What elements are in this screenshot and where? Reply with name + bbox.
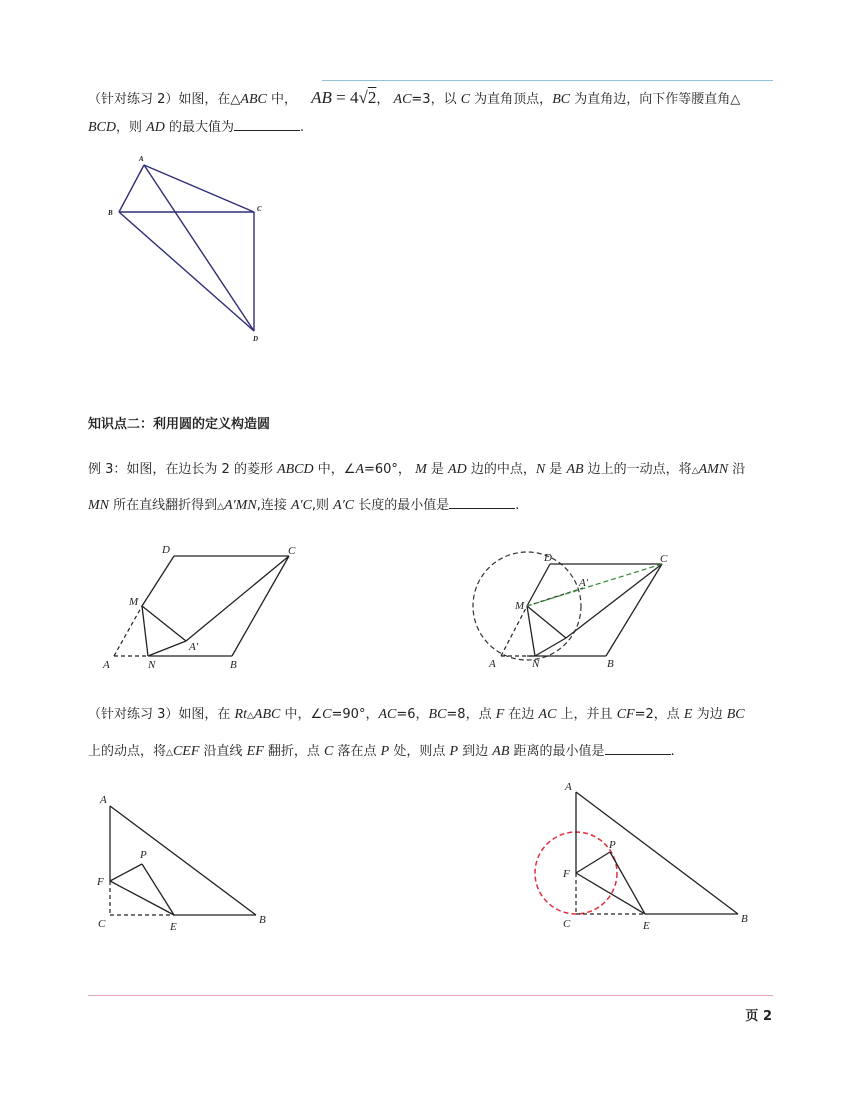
text: △ bbox=[166, 748, 173, 758]
text: 到边 bbox=[458, 744, 493, 759]
point-label-a: A bbox=[489, 658, 496, 670]
text: 是 bbox=[426, 462, 449, 477]
point-label-c: C bbox=[563, 918, 571, 930]
math: M bbox=[415, 462, 427, 477]
math: BCD bbox=[88, 120, 116, 135]
text: 上的动点，将 bbox=[88, 744, 167, 759]
text: =6， bbox=[396, 707, 429, 722]
point-label-a-prime: A′ bbox=[189, 641, 199, 653]
point-label-a: A bbox=[100, 794, 107, 806]
text: 距离的最小值是 bbox=[509, 744, 605, 759]
math: Rt bbox=[234, 707, 247, 722]
math: AB bbox=[311, 88, 332, 107]
math: BC bbox=[428, 707, 447, 722]
text: 的最大值为 bbox=[164, 120, 234, 135]
text: ,连接 bbox=[256, 498, 291, 513]
math: MN bbox=[88, 498, 109, 513]
math: 2 bbox=[367, 88, 377, 107]
text: △ bbox=[247, 711, 254, 721]
text: 处，则点 bbox=[389, 744, 450, 759]
formula-ab: AB = 4√2 bbox=[311, 88, 377, 107]
text: . bbox=[670, 744, 675, 759]
text: 落在点 bbox=[333, 744, 381, 759]
footer-rule bbox=[88, 995, 773, 996]
point-label-n: N bbox=[148, 659, 156, 671]
point-label-c: C bbox=[98, 918, 106, 930]
text: 在边 bbox=[504, 707, 539, 722]
point-label-a-prime: A′ bbox=[579, 577, 589, 589]
point-label-c: C bbox=[660, 553, 668, 565]
text: △ bbox=[217, 502, 225, 512]
math: A′MN bbox=[224, 498, 257, 513]
math: ABCD bbox=[277, 462, 314, 477]
math: CF bbox=[616, 707, 635, 722]
point-label-b: B bbox=[741, 913, 748, 925]
math: E bbox=[683, 707, 693, 722]
point-label-d: D bbox=[253, 335, 259, 343]
text: 中， bbox=[266, 92, 297, 107]
point-label-f: F bbox=[97, 876, 104, 888]
math: AB bbox=[566, 462, 584, 477]
text: =2，点 bbox=[634, 707, 684, 722]
point-label-e: E bbox=[170, 921, 177, 933]
text: =3，以 bbox=[411, 92, 461, 107]
text: 为直角边，向下作等腰直角△ bbox=[570, 92, 741, 107]
segment-fp bbox=[576, 852, 610, 873]
point-label-p: P bbox=[609, 839, 616, 851]
math: P bbox=[380, 744, 390, 759]
text: ， bbox=[376, 92, 390, 107]
text: （针对练习 3）如图，在 bbox=[88, 707, 235, 722]
math: A bbox=[355, 462, 364, 477]
segment-ab bbox=[576, 792, 738, 914]
math: CEF bbox=[172, 744, 200, 759]
text: 沿 bbox=[728, 462, 746, 477]
math: AC bbox=[393, 92, 412, 107]
page-number: 页 2 bbox=[745, 1009, 772, 1024]
text: 长度的最小值是 bbox=[354, 498, 450, 513]
math: C bbox=[460, 92, 471, 107]
point-label-b: B bbox=[108, 209, 113, 217]
math: BC bbox=[552, 92, 571, 107]
text: △ bbox=[691, 466, 699, 476]
math: EF bbox=[246, 744, 264, 759]
point-label-f: F bbox=[563, 868, 570, 880]
text: 沿直线 bbox=[199, 744, 247, 759]
text: 边上的一动点，将 bbox=[583, 462, 692, 477]
point-label-b: B bbox=[607, 658, 614, 670]
text: 上，并且 bbox=[556, 707, 617, 722]
math: AD bbox=[448, 462, 467, 477]
math: AMN bbox=[698, 462, 729, 477]
math: AD bbox=[146, 120, 165, 135]
text: 边的中点， bbox=[466, 462, 536, 477]
text: 中，∠ bbox=[280, 707, 323, 722]
text: 所在直线翻折得到 bbox=[109, 498, 218, 513]
text: =90°， bbox=[331, 707, 379, 722]
point-label-b: B bbox=[230, 659, 237, 671]
math: C bbox=[322, 707, 332, 722]
math: N bbox=[535, 462, 546, 477]
point-label-m: M bbox=[515, 600, 525, 612]
math: C bbox=[324, 744, 334, 759]
math: A′C bbox=[290, 498, 312, 513]
point-label-a: A bbox=[139, 155, 144, 163]
math: AC bbox=[538, 707, 557, 722]
point-label-a: A bbox=[565, 781, 572, 793]
math: F bbox=[495, 707, 505, 722]
math: ABC bbox=[253, 707, 281, 722]
point-label-p: P bbox=[140, 849, 147, 861]
segment-fe bbox=[576, 873, 645, 914]
point-label-n: N bbox=[532, 658, 540, 670]
point-label-m: M bbox=[129, 596, 139, 608]
text: 例 3：如图，在边长为 2 的菱形 bbox=[88, 462, 278, 477]
text: 中，∠ bbox=[313, 462, 356, 477]
text: . bbox=[515, 498, 520, 513]
point-label-c: C bbox=[257, 205, 262, 213]
math: = 4 bbox=[331, 88, 359, 107]
point-label-a: A bbox=[103, 659, 110, 671]
point-label-c: C bbox=[288, 545, 296, 557]
point-label-d: D bbox=[162, 544, 170, 556]
text: ，则 bbox=[116, 120, 147, 135]
text: . bbox=[299, 120, 305, 135]
text: 是 bbox=[545, 462, 567, 477]
math: AB bbox=[492, 744, 510, 759]
math: BC bbox=[726, 707, 745, 722]
text: =60°， bbox=[364, 462, 416, 477]
math: AC bbox=[378, 707, 397, 722]
point-label-b: B bbox=[259, 914, 266, 926]
text: 翻折，点 bbox=[263, 744, 325, 759]
text: 为边 bbox=[692, 707, 727, 722]
point-label-d: D bbox=[544, 552, 552, 564]
math: ABC bbox=[240, 92, 267, 107]
text: 为直角顶点， bbox=[470, 92, 553, 107]
math: P bbox=[449, 744, 459, 759]
text: ,则 bbox=[311, 498, 334, 513]
section-heading: 知识点二：利用圆的定义构造圆 bbox=[88, 417, 271, 432]
text: （针对练习 2）如图，在△ bbox=[88, 92, 241, 107]
text: =8，点 bbox=[446, 707, 496, 722]
point-label-e: E bbox=[643, 920, 650, 932]
math: A′C bbox=[333, 498, 355, 513]
